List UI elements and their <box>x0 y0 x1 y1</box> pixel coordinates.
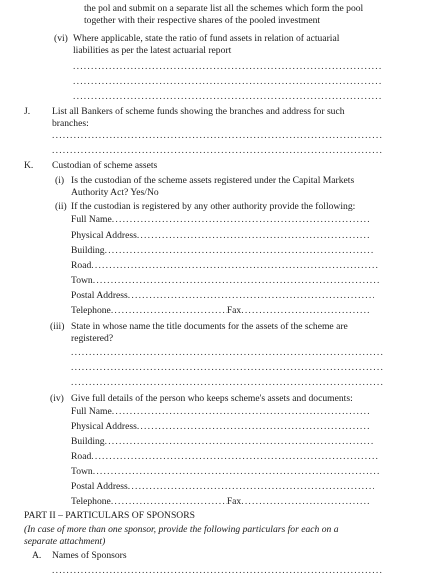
k-ii-building-field[interactable] <box>71 245 383 257</box>
k-ii-town-field[interactable] <box>71 275 383 287</box>
k-iii-answer-line-3[interactable] <box>71 377 383 389</box>
field-label: Road <box>71 260 92 271</box>
intro-line-2: together with their respective shares of the pooled investment <box>84 15 321 26</box>
field-label: Full Name <box>71 214 112 225</box>
k-iv-town-field[interactable] <box>71 466 383 478</box>
part-2-note-line-1: (In case of more than one sponsor, provide the following particulars for each on a <box>24 524 339 535</box>
field-label: Telephone <box>71 496 111 507</box>
field-label: Postal Address <box>71 481 128 492</box>
k-ii-full-name-field[interactable] <box>71 214 383 226</box>
field-label: Physical Address <box>71 421 137 432</box>
k-iii-marker: (iii) <box>50 321 65 332</box>
part-2-a-title: Names of Sponsors <box>52 550 127 561</box>
k-ii-telephone-fax-field[interactable] <box>71 305 383 317</box>
item-vi-line-2: liabilities as per the latest actuarial report <box>73 45 232 56</box>
field-label: Building <box>71 436 105 447</box>
item-vi-answer-line-3[interactable] <box>73 91 383 103</box>
section-j-letter: J. <box>24 106 31 117</box>
field-label: Fax <box>226 305 242 316</box>
field-label: Town <box>71 466 93 477</box>
section-j-answer-line-2[interactable] <box>52 145 382 157</box>
k-iii-answer-line-2[interactable] <box>71 362 383 374</box>
k-ii-postal-address-field[interactable] <box>71 290 383 302</box>
field-label: Road <box>71 451 92 462</box>
k-iv-telephone-fax-field[interactable] <box>71 496 383 508</box>
field-label: Town <box>71 275 93 286</box>
k-iv-text: Give full details of the person who keeps scheme's assets and documents: <box>71 393 353 404</box>
item-vi-answer-line-1[interactable] <box>73 61 383 73</box>
section-k-title: Custodian of scheme assets <box>52 160 158 171</box>
k-iv-postal-address-field[interactable] <box>71 481 383 493</box>
k-iv-road-field[interactable] <box>71 451 383 463</box>
part-2-a-letter: A. <box>32 550 42 561</box>
field-label: Telephone <box>71 305 111 316</box>
part-2-heading: PART II – PARTICULARS OF SPONSORS <box>24 510 195 521</box>
k-iv-physical-address-field[interactable] <box>71 421 383 433</box>
k-iv-marker: (iv) <box>50 393 64 404</box>
k-iii-line-2: registered? <box>71 333 114 344</box>
k-iv-full-name-field[interactable] <box>71 406 383 418</box>
k-i-marker: (i) <box>55 175 65 186</box>
section-j-answer-line-1[interactable] <box>52 130 382 142</box>
item-vi-answer-line-2[interactable] <box>73 76 383 88</box>
field-label: Building <box>71 245 105 256</box>
k-ii-marker: (ii) <box>55 201 67 212</box>
k-iii-line-1: State in whose name the title documents for the assets of the scheme are <box>71 321 348 332</box>
part-2-note-line-2: separate attachment) <box>24 536 106 547</box>
item-vi-marker: (vi) <box>54 33 68 44</box>
part-2-a-answer-line[interactable] <box>52 565 382 577</box>
field-label: Full Name <box>71 406 112 417</box>
intro-line-1: the pol and submit on a separate list all the schemes which form the pool <box>84 3 364 14</box>
field-label: Postal Address <box>71 290 128 301</box>
k-i-line-1: Is the custodian of the scheme assets registered under the Capital Markets <box>71 175 355 186</box>
field-label: Fax <box>226 496 242 507</box>
k-i-line-2: Authority Act? Yes/No <box>71 187 159 198</box>
k-iii-answer-line-1[interactable] <box>71 347 383 359</box>
k-iv-building-field[interactable] <box>71 436 383 448</box>
k-ii-physical-address-field[interactable] <box>71 230 383 242</box>
field-label: Physical Address <box>71 230 137 241</box>
section-j-line-1: List all Bankers of scheme funds showing the branches and address for such <box>52 106 345 117</box>
k-ii-road-field[interactable] <box>71 260 383 272</box>
section-k-letter: K. <box>24 160 34 171</box>
section-j-line-2: branches: <box>52 118 89 129</box>
k-ii-text: If the custodian is registered by any other authority provide the following: <box>71 201 356 212</box>
item-vi-line-1: Where applicable, state the ratio of fund assets in relation of actuarial <box>73 33 340 44</box>
